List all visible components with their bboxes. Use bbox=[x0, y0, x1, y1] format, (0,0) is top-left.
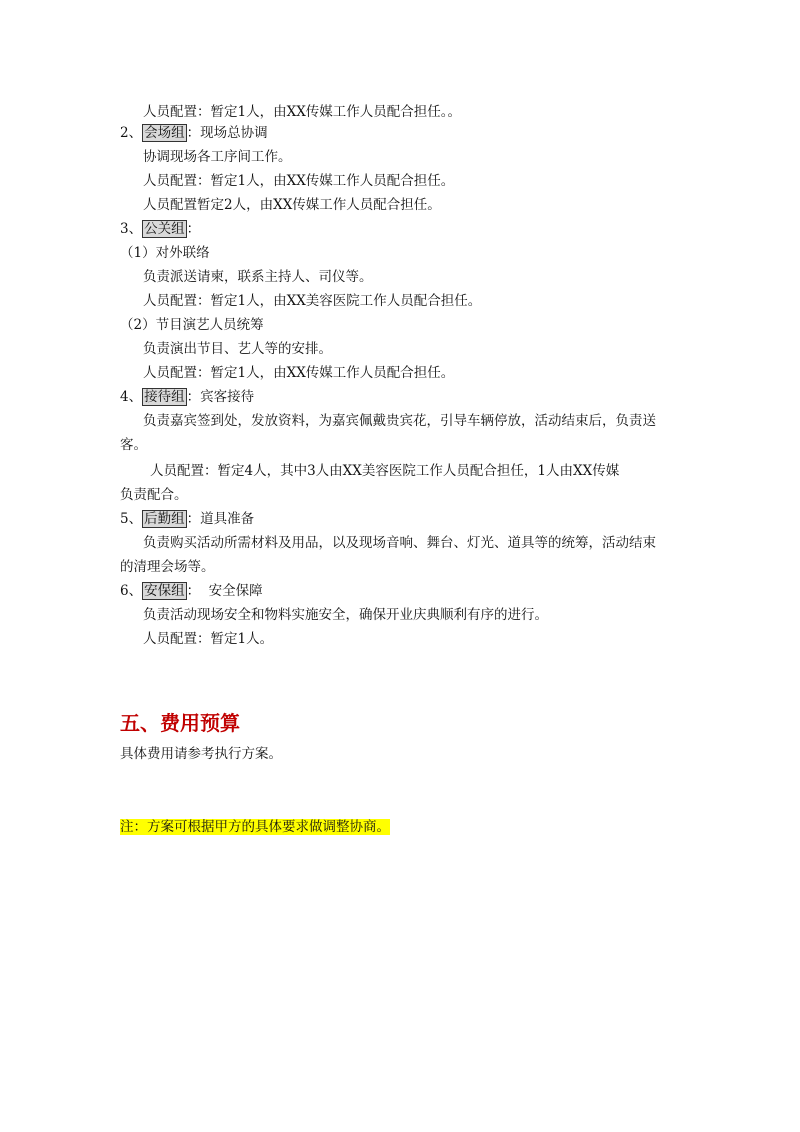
group-number: 2、 bbox=[120, 125, 143, 141]
group-5-heading bbox=[120, 510, 254, 528]
group-desc: ：宾客接待 bbox=[186, 389, 255, 405]
body-text: 负责活动现场安全和物料实施安全，确保开业庆典顺利有序的进行。 bbox=[143, 607, 548, 623]
body-text: 负责派送请柬，联系主持人、司仪等。 bbox=[143, 269, 373, 285]
staffing-line: 人员配置：暂定1人，由XX传媒工作人员配合担任。 bbox=[143, 173, 455, 189]
group-3-heading bbox=[120, 220, 200, 238]
group-6-heading bbox=[120, 582, 263, 600]
group-2-heading bbox=[120, 124, 268, 142]
body-text: 负责演出节目、艺人等的安排。 bbox=[143, 341, 332, 357]
group-label-venue: 会场组 bbox=[144, 125, 185, 141]
group-number: 6、 bbox=[120, 583, 143, 599]
subsection-heading: （1）对外联络 bbox=[120, 245, 210, 261]
body-text: 负责配合。 bbox=[120, 487, 188, 503]
group-number: 5、 bbox=[120, 511, 143, 527]
group-desc: ： bbox=[186, 221, 201, 237]
group-label-logistics: 后勤组 bbox=[144, 511, 185, 527]
group-label-pr: 公关组 bbox=[144, 221, 185, 237]
staffing-line: 人员配置：暂定1人。 bbox=[143, 631, 274, 647]
staffing-line: 人员配置暂定2人，由XX传媒工作人员配合担任。 bbox=[143, 197, 441, 213]
group-desc: ： 安全保障 bbox=[186, 583, 263, 599]
staffing-line: 人员配置：暂定1人，由XX美容医院工作人员配合担任。 bbox=[143, 293, 482, 309]
group-desc: ：现场总协调 bbox=[186, 125, 268, 141]
body-text: 负责嘉宾签到处，发放资料，为嘉宾佩戴贵宾花，引导车辆停放，活动结束后，负责送 bbox=[143, 413, 656, 429]
group-number: 3、 bbox=[120, 221, 143, 237]
group-number: 4、 bbox=[120, 389, 143, 405]
budget-text: 具体费用请参考执行方案。 bbox=[120, 746, 282, 762]
section-5-title: 五、费用预算 bbox=[120, 711, 240, 735]
group-label-reception: 接待组 bbox=[144, 389, 185, 405]
group-4-heading bbox=[120, 388, 254, 406]
body-text: 负责购买活动所需材料及用品，以及现场音响、舞台、灯光、道具等的统筹，活动结束 bbox=[143, 535, 656, 551]
group-desc: ：道具准备 bbox=[186, 511, 255, 527]
body-text: 协调现场各工序间工作。 bbox=[143, 149, 292, 165]
staffing-line: 人员配置：暂定4人，其中3人由XX美容医院工作人员配合担任，1人由XX传媒 bbox=[150, 463, 620, 479]
staffing-line: 人员配置：暂定1人，由XX传媒工作人员配合担任。 bbox=[143, 365, 455, 381]
subsection-heading: （2）节目演艺人员统筹 bbox=[120, 317, 264, 333]
body-text: 客。 bbox=[120, 437, 147, 453]
group-label-security: 安保组 bbox=[144, 583, 185, 599]
staffing-line-1: 人员配置：暂定1人，由XX传媒工作人员配合担任。。 bbox=[143, 104, 462, 120]
body-text: 的清理会场等。 bbox=[120, 559, 215, 575]
highlighted-note: 注：方案可根据甲方的具体要求做调整协商。 bbox=[120, 819, 390, 835]
note-line bbox=[120, 818, 390, 836]
